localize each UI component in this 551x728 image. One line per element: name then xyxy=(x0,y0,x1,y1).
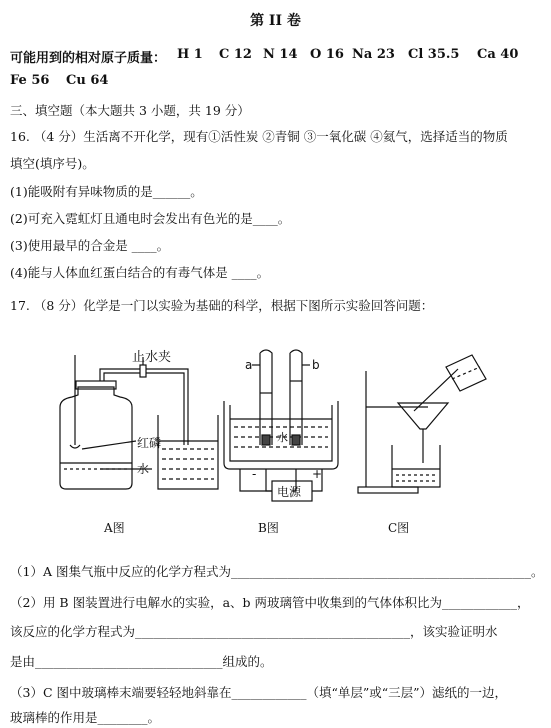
q16-part-3: (3)使用最早的合金是 ____。 xyxy=(10,238,170,253)
caption-figure-a: A图 xyxy=(104,521,125,535)
label-water-clip: 止水夹 xyxy=(132,350,172,365)
q17-part-3: （3）C 图中玻璃棒末端要轻轻地斜靠在____________（填“单层”或“三层”）滤纸的一边， xyxy=(10,685,508,700)
q16-part-4: (4)能与人体血红蛋白结合的有毒气体是 ____。 xyxy=(10,265,270,280)
label-water-b: 水 xyxy=(277,431,288,444)
q17-part-2: （2）用 B 图装置进行电解水的实验，a、b 两玻璃管中收集到的气体体积比为____________， xyxy=(10,595,530,610)
q17-part-1: （1）A 图集气瓶中反应的化学方程式为________________________________________________。 xyxy=(10,564,544,579)
q16-intro-cont: 填空(填序号)。 xyxy=(10,156,95,171)
label-plus: + xyxy=(312,467,323,481)
q16-part-1: (1)能吸附有异味物质的是______。 xyxy=(10,184,203,199)
atomic-mass-item: H 1 xyxy=(177,47,203,62)
atomic-mass-item: O 16 xyxy=(310,47,344,62)
q17-part-2-end: 是由______________________________组成的。 xyxy=(10,654,273,669)
atomic-mass-item: Ca 40 xyxy=(477,47,519,62)
figure-c-apparatus xyxy=(358,355,486,493)
caption-figure-c: C图 xyxy=(388,521,410,535)
atomic-mass-item: Na 23 xyxy=(352,47,395,62)
q16-intro: 16. （4 分）生活离不开化学，现有①活性炭 ②青铜 ③一氧化碳 ④氦气，选择适当的物质 xyxy=(10,129,508,144)
label-minus: - xyxy=(252,467,257,481)
section-heading: 三、填空题（本大题共 3 小题，共 19 分） xyxy=(10,103,250,118)
label-water-a: 水 xyxy=(137,462,150,476)
atomic-mass-item: Cu 64 xyxy=(66,73,109,88)
atomic-mass-item: N 14 xyxy=(263,47,298,62)
label-power-source: 电源 xyxy=(277,485,302,499)
caption-figure-b: B图 xyxy=(258,521,279,535)
label-red-phosphorus: 红磷 xyxy=(137,436,162,450)
atomic-mass-label: 可能用到的相对原子质量： xyxy=(10,51,167,66)
q16-part-2: (2)可充入霓虹灯且通电时会发出有色光的是____。 xyxy=(10,211,291,226)
experiment-figures xyxy=(40,345,500,505)
q17-intro: 17. （8 分）化学是一门以实验为基础的科学，根据下图所示实验回答问题： xyxy=(10,298,434,313)
paper-section-title: 第 II 卷 xyxy=(250,13,301,29)
q17-part-3-end: 玻璃棒的作用是________。 xyxy=(10,710,161,725)
q17-part-2-cont: 该反应的化学方程式为____________________________________________，该实验证明水 xyxy=(10,624,498,639)
label-tube-a: a xyxy=(245,358,253,372)
atomic-mass-item: Cl 35.5 xyxy=(408,47,460,62)
atomic-mass-item: Fe 56 xyxy=(10,73,50,88)
atomic-mass-item: C 12 xyxy=(219,47,252,62)
label-tube-b: b xyxy=(312,358,320,372)
